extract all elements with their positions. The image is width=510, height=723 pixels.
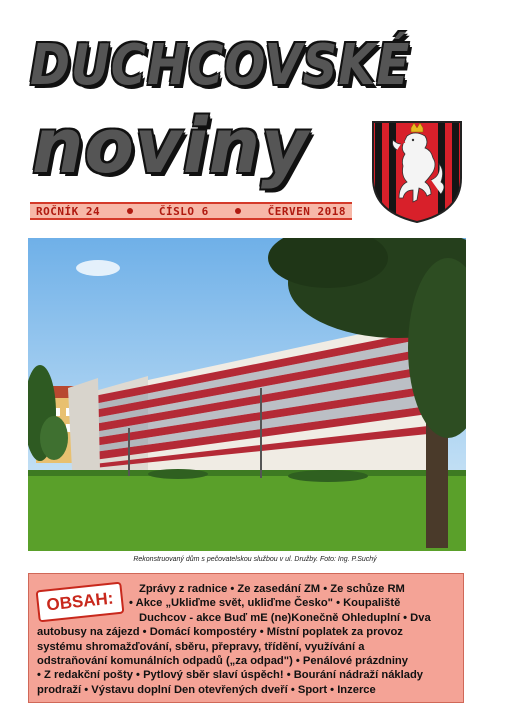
- contents-label: OBSAH:: [36, 582, 125, 623]
- contents-line: • Akce „Ukliďme svět, ukliďme Česko" • Koupaliště: [129, 597, 401, 610]
- masthead-line-2: noviny: [32, 101, 309, 190]
- bullet-dot-icon: [127, 208, 133, 214]
- issue-info-bar: [30, 202, 352, 220]
- contents-line: Duchcov - akce Buď mE (ne)Konečně Ohleduplní • Dva: [139, 611, 431, 624]
- contents-box: [28, 573, 464, 703]
- bullet-dot-icon: [235, 208, 241, 214]
- contents-lines: [37, 582, 459, 697]
- contents-line: autobusy na zájezd • Domácí kompostéry • Místní poplatek za provoz: [37, 626, 403, 639]
- issue-month-label: ČERVEN 2018: [267, 204, 346, 218]
- contents-line: odstraňování komunálních odpadů („za odpad") • Penálové prázdniny: [37, 655, 408, 668]
- photo-caption: Rekonstruovaný dům s pečovatelskou službou v ul. Družby. Foto: Ing. P.Suchý: [133, 556, 377, 563]
- volume-label: ROČNÍK 24: [36, 204, 101, 218]
- contents-line: Zprávy z radnice • Ze zasedání ZM • Ze schůze RM: [139, 583, 405, 595]
- masthead-line-1: DUCHCOVSKÉ: [30, 33, 411, 98]
- contents-line: prodraží • Výstavu doplní Den otevřených dveří • Sport • Inzerce: [37, 683, 376, 696]
- issue-number-label: ČÍSLO 6: [158, 204, 209, 218]
- contents-line: systému shromažďování, sběru, přepravy, třídění, využívání a: [37, 640, 365, 653]
- czech-lion-coat-of-arms-icon: [371, 120, 463, 224]
- apartment-building-photo: [28, 238, 466, 551]
- contents-line: • Z redakční pošty • Pytlový sběr slaví úspěch! • Bourání nádraží náklady: [37, 669, 424, 682]
